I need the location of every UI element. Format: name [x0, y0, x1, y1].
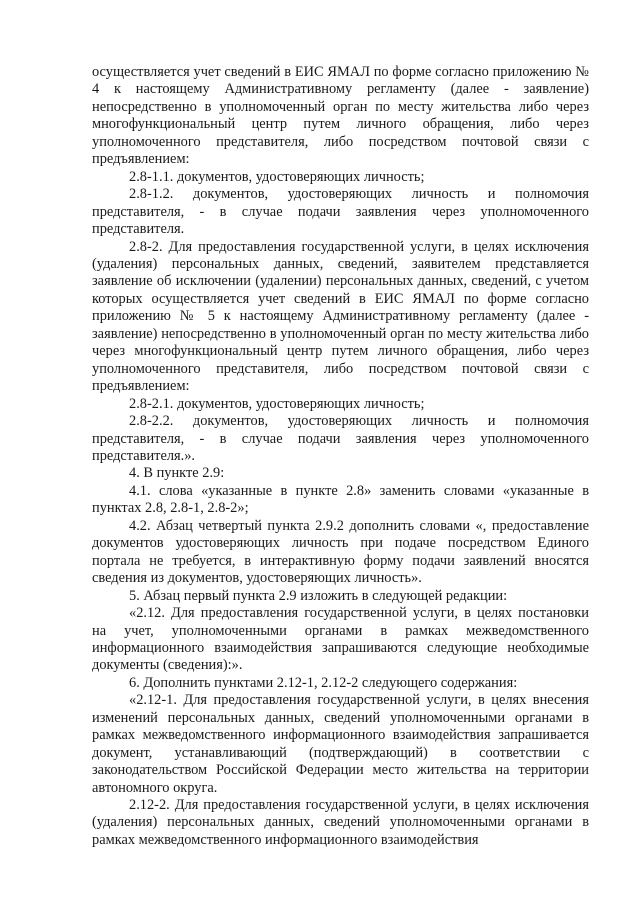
paragraph-5: 2.8-2.1. документов, удостоверяющих личность;: [129, 395, 425, 412]
paragraph-6: 2.8-2.2. документов, удостоверяющих личность и полномочия представителя, - в случае подачи заявления через уполномоченного представителя.».: [92, 413, 589, 464]
paragraph-9: 4.2. Абзац четвертый пункта 2.9.2 дополнить словами «, предоставление документов удостоверяющих личность при подаче посредством Единого портала не требуется, в интерактивную форму подачи заявлений вносятся сведения из документов, удостоверяющих личность».: [92, 517, 589, 587]
paragraph-3: 2.8-1.2. документов, удостоверяющих личность и полномочия представителя, - в случае подачи заявления через уполномоченного представителя.: [92, 186, 589, 238]
paragraph-12: 6. Дополнить пунктами 2.12-1, 2.12-2 следующего содержания:: [129, 674, 518, 691]
paragraph-14: 2.12-2. Для предоставления государственной услуги, в целях исключения (удаления) персональных данных, сведений уполномоченными органами в рамках межведомственного информационного взаимодействия: [92, 797, 589, 848]
paragraph-10: 5. Абзац первый пункта 2.9 изложить в следующей редакции:: [129, 587, 508, 604]
paragraph-2: 2.8-1.1. документов, удостоверяющих личность;: [129, 168, 425, 185]
paragraph-13: «2.12-1. Для предоставления государственной услуги, в целях внесения изменений персональных данных, сведений уполномоченными органами в рамках межведомственного информационного взаимодействия запрашивается документ, устанавливающий (подтверждающий) в соответствии с законодательством Российской Федерации место жительства на территории автономного округа.: [92, 692, 589, 796]
paragraph-4: 2.8-2. Для предоставления государственной услуги, в целях исключения (удаления) персональных данных, сведений, заявителем представляется заявление об исключении (удалении) персональных данных, сведений, с учетом которых осуществляется учет сведений в ЕИС ЯМАЛ по форме согласно приложению № 5 к настоящему Административному регламенту (далее - заявление) непосредственно в уполномоченный орган по месту жительства либо через многофункциональный центр путем личного обращения, либо через уполномоченного представителя, либо посредством почтовой связи с предъявлением:: [92, 238, 589, 395]
document-page: [92, 64, 589, 849]
paragraph-7: 4. В пункте 2.9:: [129, 465, 225, 482]
paragraph-8: 4.1. слова «указанные в пункте 2.8» заменить словами «указанные в пунктах 2.8, 2.8-1, 2.8-2»;: [92, 482, 589, 517]
paragraph-1: осуществляется учет сведений в ЕИС ЯМАЛ по форме согласно приложению № 4 к настоящему Административному регламенту (далее - заявление) непосредственно в уполномоченный орган по месту жительства либо через многофункциональный центр путем личного обращения, либо через уполномоченного представителя, либо посредством почтовой связи с предъявлением:: [92, 64, 589, 168]
paragraph-11: «2.12. Для предоставления государственной услуги, в целях постановки на учет, уполномоченными органами в рамках межведомственного информационного взаимодействия запрашиваются следующие необходимые документы (сведения):».: [92, 605, 589, 674]
